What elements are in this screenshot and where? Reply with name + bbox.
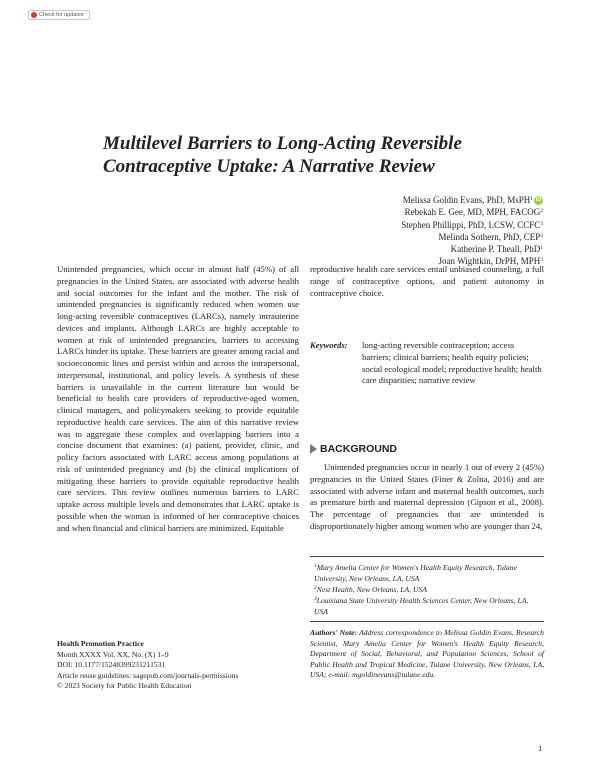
title-line-2: Contraceptive Uptake: A Narrative Review — [103, 156, 435, 177]
keywords-label: Keywords: — [310, 340, 348, 350]
affiliations — [310, 562, 544, 617]
journal-name: Health Promotion Practice — [57, 639, 144, 648]
author-2: Rebekah E. Gee, MD, MPH, FACOG$^2$ — [404, 207, 543, 218]
authors-note-label: Authors' Note: — [310, 628, 357, 637]
orcid-icon[interactable]: iD — [535, 197, 542, 204]
author-1: Melissa Goldin Evans, PhD, MsPH$^1$ iD — [402, 195, 542, 205]
authors-note-text: Address correspondence to Melissa Goldin Evans, Research Scientist, Mary Amelia Center for Women's Health Equity Research, Department of Social, Behavioral, and Population Sciences, School of Public Health and Tropical Medicine, Tulane University, New Orleans, LA, USA; e-mail: mgoldinevans@tulane.edu. — [310, 628, 544, 680]
author-list — [401, 194, 543, 268]
background-text: Unintended pregnancies occur in nearly 1 out of every 2 (45%) pregnancies in the United States (Finer & Zolna, 2016) and are associated with adverse infant and maternal health outcomes, such as premature birth and maternal depression (Gipson et al., 2008). The percentage of pregnancies that are unintended is disproportionately higher among women who are younger than 24, — [310, 462, 544, 531]
badge-label: Check for updates — [39, 12, 84, 18]
affiliation-3: $^3$Louisiana State University Health Sciences Center, New Orleans, LA, USA — [314, 596, 529, 616]
journal-info — [57, 639, 299, 692]
title-line-1: Multilevel Barriers to Long-Acting Reversible — [103, 133, 462, 154]
journal-reuse[interactable]: Article reuse guidelines: sagepub.com/journals-permissions — [57, 670, 239, 680]
page-number: 1 — [538, 743, 543, 753]
keywords-block — [310, 340, 544, 387]
author-3: Stephen Phillippi, PhD, LCSW, CCFC$^3$ — [401, 219, 543, 230]
authors-note — [310, 628, 544, 681]
author-4: Melinda Sothern, PhD, CEP$^3$ — [438, 231, 543, 242]
check-for-updates-badge[interactable] — [28, 10, 90, 20]
update-icon — [31, 12, 37, 18]
abstract-continuation: reproductive health care services entail unbiased counseling, a full range of contraceptive options, and patient autonomy in contraceptive choice. — [310, 264, 544, 298]
affiliation-2: $^2$Nest Health, New Orleans, LA, USA — [314, 585, 427, 594]
note-divider — [310, 621, 544, 622]
keywords-text: long-acting reversible contraception; access barriers; clinical barriers; health equity policies; social ecological model; reproductive health; health care disparities; narrative review — [362, 340, 542, 386]
abstract-text: Unintended pregnancies, which occur in almost half (45%) of all pregnancies in the United States, are associated with adverse health and social outcomes for the infant and the mother. The risk of unintended pregnancies is significantly reduced when women use long-acting reversible contraceptives (LARCs), namely intrauterine devices and implants. Although LARCs are highly acceptable to women at risk of unintended pregnancies, barriers to accessing LARCs hinder its uptake. These barriers are greater among racial and socioeconomic lines and persist within and across the intrapersonal, interpersonal, institutional, and policy levels. A synthesis of these barriers is unavailable in the current literature but would be beneficial to health care providers of reproductive-aged women, clinical managers, and policymakers seeking to provide equitable reproductive health care services. The aim of this narrative review was to aggregate these complex and overlapping barriers into a concise document that examines: (a) patient, provider, clinic, and policy factors associated with LARC access among populations at risk of unintended pregnancy and (b) the clinical implications of mitigating these barriers to provide equitable reproductive health care services. This review outlines numerous barriers to LARC uptake across multiple levels and demonstrates that LARC uptake is possible when the woman is informed of her contraceptive choices and when financial and clinical barriers are minimized. Equitable — [57, 264, 299, 533]
background-heading — [310, 443, 397, 455]
background-heading-label: BACKGROUND — [320, 443, 397, 455]
author-5: Katherine P. Theall, PhD$^1$ — [450, 244, 543, 255]
journal-issue: Month XXXX Vol. XX, No. (X) 1–9 — [57, 649, 169, 659]
author-6: Joan Wightkin, DrPH, MPH$^3$ — [438, 256, 543, 267]
section-arrow-icon — [310, 444, 317, 454]
affiliation-1: $^1$Mary Amelia Center for Women's Health Equity Research, Tulane University, New Orleans, LA, USA — [314, 563, 517, 583]
journal-copyright: © 2023 Society for Public Health Education — [57, 681, 192, 691]
affiliations-divider — [310, 556, 544, 557]
article-title — [103, 132, 523, 178]
journal-doi[interactable]: DOI: 10.1177/15248399231211531 — [57, 660, 166, 670]
